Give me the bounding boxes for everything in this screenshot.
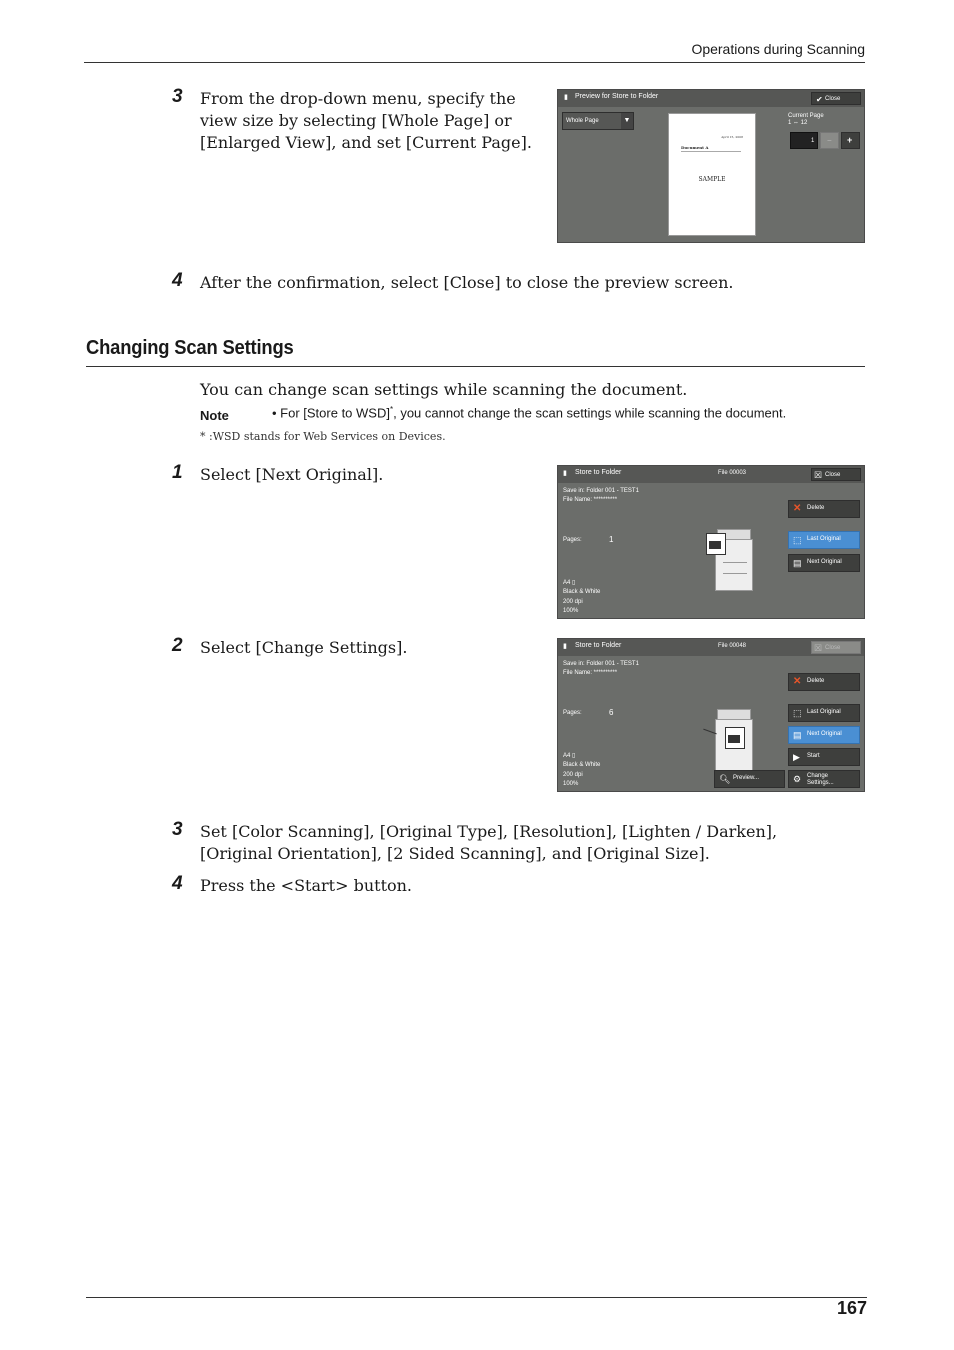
footnote: * :WSD stands for Web Services on Devices. [200, 430, 446, 443]
file-number: File 00003 [718, 470, 747, 476]
magnifier-icon: 🔍︎ [719, 774, 731, 784]
note-text: • For [Store to WSD]*, you cannot change the scan settings while scanning the document. [272, 405, 787, 421]
header-rule [84, 62, 865, 63]
check-icon: ✔ [816, 95, 823, 104]
scale: 100% [563, 608, 579, 614]
save-in: Save in: Folder 001 - TEST1 [563, 488, 639, 494]
section-rule [86, 366, 865, 367]
screen-title: Store to Folder [575, 469, 622, 476]
footer-rule [86, 1297, 867, 1298]
scanner-icon: ▮ [563, 470, 567, 477]
step-text: Select [Next Original]. [200, 465, 384, 484]
step-number: 3 [172, 86, 183, 107]
paper-size: A4 ▯ [563, 753, 576, 759]
save-in: Save in: Folder 001 - TEST1 [563, 661, 639, 667]
last-original-icon: ⬚ [793, 535, 802, 545]
delete-button[interactable]: ✕ Delete [788, 500, 860, 518]
scanner-icon: ▮ [564, 94, 568, 101]
store-to-folder-screen-2 [557, 638, 865, 792]
screen-title: Store to Folder [575, 642, 622, 649]
next-original-button[interactable]: ▤ Next Original [788, 726, 860, 744]
pages-value: 6 [609, 708, 614, 717]
file-number: File 00048 [718, 643, 747, 649]
close-button[interactable]: ✔ Close [811, 92, 861, 105]
last-original-button[interactable]: ⬚ Last Original [788, 704, 860, 722]
play-icon: ▶ [793, 752, 800, 762]
color-mode: Black & White [563, 762, 601, 768]
close-icon: ☒ [814, 643, 823, 653]
scale: 100% [563, 781, 579, 787]
document-icon: ▤ [793, 558, 802, 568]
pages-label: Pages: [563, 537, 582, 543]
step-text: Select [Change Settings]. [200, 638, 408, 657]
gear-icon: ⚙ [793, 774, 802, 784]
resolution: 200 dpi [563, 772, 583, 778]
section-title: Changing Scan Settings [86, 337, 294, 359]
last-original-button[interactable]: ⬚ Last Original [788, 531, 860, 549]
delete-button[interactable]: ✕ Delete [788, 673, 860, 691]
page-range: 1 ⇔ 12 [788, 120, 808, 126]
page-increment-button[interactable]: + [841, 132, 860, 149]
step-number: 4 [172, 873, 183, 894]
store-to-folder-screen [557, 465, 865, 619]
note-label: Note [200, 408, 229, 423]
view-size-dropdown[interactable]: Whole Page ▼ [562, 112, 634, 130]
change-settings-button[interactable]: ⚙ Change Settings... [788, 770, 860, 788]
step-number: 4 [172, 270, 183, 291]
page-decrement-button[interactable]: − [820, 132, 839, 149]
step-text: Press the <Start> button. [200, 876, 413, 895]
close-button[interactable]: ☒ Close [811, 468, 861, 481]
page-thumbnail [668, 113, 756, 236]
delete-icon: ✕ [793, 676, 802, 687]
file-name: File Name: ********** [563, 497, 618, 503]
preview-button[interactable]: 🔍︎ Preview... [714, 770, 785, 788]
doc-line [681, 151, 741, 152]
preview-screen [557, 89, 865, 243]
document-icon: ▤ [793, 730, 802, 740]
scanner-icon: ▮ [563, 643, 567, 650]
doc-date: April 15, 2008 [721, 135, 743, 139]
screen-title: Preview for Store to Folder [575, 93, 659, 100]
step-text: Set [Color Scanning], [Original Type], [Resolution], [Lighten / Darken], [Original Orientation], [2 Sided Scanning], and [Original Size]. [200, 822, 778, 863]
chevron-down-icon: ▼ [621, 113, 633, 129]
doc-heading: Document A [681, 145, 709, 150]
paper-size: A4 ▯ [563, 580, 576, 586]
step-number: 3 [172, 819, 183, 840]
close-icon: ☒ [814, 470, 823, 480]
last-original-icon: ⬚ [793, 708, 802, 718]
running-header: Operations during Scanning [691, 41, 865, 57]
current-page-input[interactable]: 1 [790, 132, 818, 149]
step-number: 1 [172, 462, 183, 483]
pages-label: Pages: [563, 710, 582, 716]
step-number: 2 [172, 635, 183, 656]
resolution: 200 dpi [563, 599, 583, 605]
start-button[interactable]: ▶ Start [788, 748, 860, 766]
next-original-button[interactable]: ▤ Next Original [788, 554, 860, 572]
page-number: 167 [836, 1298, 867, 1318]
step-text: From the drop-down menu, specify the view size by selecting [Whole Page] or [Enlarged View], and set [Current Page]. [200, 89, 532, 152]
doc-sample: SAMPLE [698, 176, 726, 183]
close-button[interactable]: ☒ Close [811, 641, 861, 654]
pages-value: 1 [609, 535, 614, 544]
intro-text: You can change scan settings while scanning the document. [200, 380, 688, 399]
color-mode: Black & White [563, 589, 601, 595]
step-text: After the confirmation, select [Close] to close the preview screen. [200, 273, 734, 292]
current-page-label: Current Page [788, 113, 824, 119]
file-name: File Name: ********** [563, 670, 618, 676]
delete-icon: ✕ [793, 503, 802, 514]
